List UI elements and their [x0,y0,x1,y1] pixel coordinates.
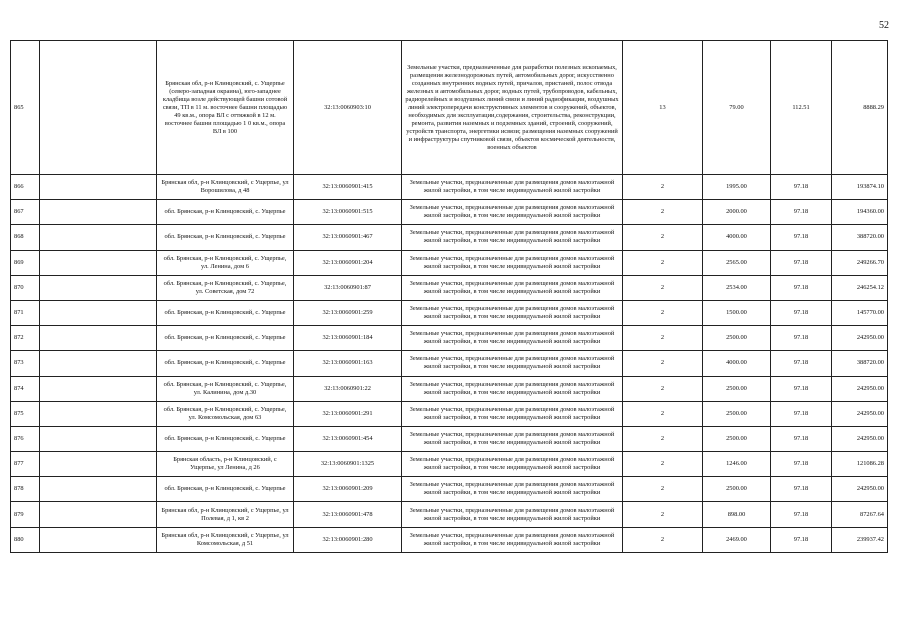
cadastral-value-cell: 242950.00 [832,477,888,502]
area-cell: 2500.00 [703,376,771,401]
specific-value-cell: 97.18 [771,502,832,527]
zone-cell: 2 [623,426,703,451]
cadastral-value-cell: 121086.28 [832,452,888,477]
area-cell: 2500.00 [703,401,771,426]
cadastral-number-cell: 32:13:0060903:10 [294,41,402,175]
cadastral-number-cell: 32:13:0060901:163 [294,351,402,376]
area-cell: 2500.00 [703,426,771,451]
cadastral-value-cell: 194360.00 [832,200,888,225]
land-use-cell: Земельные участки, предназначенные для разработки полезных ископаемых, размещения железнодорожных путей, автомобильных дорог, искусственно созданных внутренних водных путей, причалов, пристаней, полос отвода железных и автомобильных дорог, водных путей, трубопроводов, кабельных, радиорелейных и воздушных линий связи и линий радиофикации, воздушных линий электропередачи конструктивных элементов и сооружений, объектов, необходимых для эксплуатации,содержания, строительства, реконструкции, ремонта, развития наземных и подземных зданий, строений, сооружений, устройств транспорта, энергетики исвязи; размещения наземных сооружений и инфраструктуры спутниковой связи, объектов космической деятельности, военных объектов [402,41,623,175]
table-row [11,326,888,351]
cadastral-number-cell: 32:13:0060901:291 [294,401,402,426]
zone-cell: 2 [623,326,703,351]
zone-cell: 2 [623,175,703,200]
land-use-cell: Земельные участки, предназначенные для размещения домов малоэтажной жилой застройки, в том числе индивидуальной жилой застройки [402,527,623,552]
zone-cell: 2 [623,502,703,527]
blank-cell [40,376,157,401]
row-number: 868 [11,225,40,250]
row-number: 872 [11,326,40,351]
land-use-cell: Земельные участки, предназначенные для размещения домов малоэтажной жилой застройки, в том числе индивидуальной жилой застройки [402,326,623,351]
cadastral-value-cell: 388720.00 [832,351,888,376]
table-row [11,300,888,325]
table-row [11,250,888,275]
address-cell: обл. Брянская, р-н Клинцовский, с. Ущерпье [157,326,294,351]
address-cell: Брянская обл, р-н Клинцовский, с. Ущерпье (северо-западная окраина), юго-западнее кладбища возле действующей башни сотовой связи, ТП в 11 м. восточнее башни площадью 49 кв.м., опора ВЛ с оттяжкой в 12 м. восточнее башни площадью 1 0 кв.м., опора ВЛ в 100 [157,41,294,175]
table-row [11,527,888,552]
land-use-cell: Земельные участки, предназначенные для размещения домов малоэтажной жилой застройки, в том числе индивидуальной жилой застройки [402,477,623,502]
table-row [11,477,888,502]
cadastral-number-cell: 32:13:0060901:1325 [294,452,402,477]
row-number: 870 [11,275,40,300]
area-cell: 2534.00 [703,275,771,300]
cadastral-number-cell: 32:13:0060901:515 [294,200,402,225]
row-number: 869 [11,250,40,275]
address-cell: обл. Брянская, р-н Клинцовский, с. Ущерпье, ул. Ленина, дом 6 [157,250,294,275]
cadastral-value-cell: 242950.00 [832,401,888,426]
cadastral-value-cell: 388720.00 [832,225,888,250]
address-cell: обл. Брянская, р-н Клинцовский, с. Ущерпье, ул. Калинина, дом д.30 [157,376,294,401]
zone-cell: 2 [623,527,703,552]
specific-value-cell: 97.18 [771,376,832,401]
specific-value-cell: 97.18 [771,225,832,250]
address-cell: обл. Брянская, р-н Клинцовский, с. Ущерпье [157,426,294,451]
table-row [11,200,888,225]
blank-cell [40,477,157,502]
zone-cell: 2 [623,401,703,426]
address-cell: Брянская область, р-н Клинцовский, с Ущерпье, ул Ленина, д 26 [157,452,294,477]
address-cell: обл. Брянская, р-н Клинцовский, с. Ущерпье [157,300,294,325]
specific-value-cell: 97.18 [771,275,832,300]
address-cell: Брянская обл, р-н Клинцовский, с Ущерпье, ул Комсомольская, д 51 [157,527,294,552]
table-row [11,502,888,527]
cadastral-value-table [10,40,888,553]
address-cell: обл. Брянская, р-н Клинцовский, с. Ущерпье, ул. Советская, дом 72 [157,275,294,300]
blank-cell [40,41,157,175]
cadastral-value-cell: 249266.70 [832,250,888,275]
area-cell: 79.00 [703,41,771,175]
row-number: 874 [11,376,40,401]
zone-cell: 2 [623,351,703,376]
table-row [11,452,888,477]
land-use-cell: Земельные участки, предназначенные для размещения домов малоэтажной жилой застройки, в том числе индивидуальной жилой застройки [402,502,623,527]
table-row [11,175,888,200]
cadastral-number-cell: 32:13:0060901:184 [294,326,402,351]
zone-cell: 2 [623,200,703,225]
specific-value-cell: 97.18 [771,250,832,275]
specific-value-cell: 97.18 [771,326,832,351]
cadastral-value-cell: 193874.10 [832,175,888,200]
specific-value-cell: 97.18 [771,426,832,451]
cadastral-number-cell: 32:13:0060901:204 [294,250,402,275]
zone-cell: 2 [623,300,703,325]
specific-value-cell: 97.18 [771,300,832,325]
cadastral-number-cell: 32:13:0060901:454 [294,426,402,451]
land-use-cell: Земельные участки, предназначенные для размещения домов малоэтажной жилой застройки, в том числе индивидуальной жилой застройки [402,200,623,225]
land-use-cell: Земельные участки, предназначенные для размещения домов малоэтажной жилой застройки, в том числе индивидуальной жилой застройки [402,250,623,275]
cadastral-value-cell: 246254.12 [832,275,888,300]
blank-cell [40,250,157,275]
row-number: 866 [11,175,40,200]
cadastral-number-cell: 32:13:0060901:467 [294,225,402,250]
land-use-cell: Земельные участки, предназначенные для размещения домов малоэтажной жилой застройки, в том числе индивидуальной жилой застройки [402,351,623,376]
table-row [11,275,888,300]
cadastral-number-cell: 32:13:0060901:259 [294,300,402,325]
row-number: 871 [11,300,40,325]
cadastral-number-cell: 32:13:0060901:415 [294,175,402,200]
row-number: 880 [11,527,40,552]
blank-cell [40,275,157,300]
land-use-cell: Земельные участки, предназначенные для размещения домов малоэтажной жилой застройки, в том числе индивидуальной жилой застройки [402,426,623,451]
area-cell: 2469.00 [703,527,771,552]
specific-value-cell: 112.51 [771,41,832,175]
table-row [11,351,888,376]
cadastral-value-cell: 87267.64 [832,502,888,527]
cadastral-number-cell: 32:13:0060901:478 [294,502,402,527]
cadastral-value-cell: 145770.00 [832,300,888,325]
page-number: 52 [879,20,889,31]
address-cell: обл. Брянская, р-н Клинцовский, с. Ущерпье, ул. Комсомольская, дом 63 [157,401,294,426]
land-use-cell: Земельные участки, предназначенные для размещения домов малоэтажной жилой застройки, в том числе индивидуальной жилой застройки [402,175,623,200]
zone-cell: 2 [623,452,703,477]
blank-cell [40,452,157,477]
table-row [11,376,888,401]
area-cell: 2500.00 [703,477,771,502]
table-row [11,426,888,451]
blank-cell [40,351,157,376]
address-cell: обл. Брянская, р-н Клинцовский, с. Ущерпье [157,225,294,250]
cadastral-value-cell: 242950.00 [832,376,888,401]
cadastral-number-cell: 32:13:0060901:22 [294,376,402,401]
blank-cell [40,225,157,250]
specific-value-cell: 97.18 [771,401,832,426]
blank-cell [40,527,157,552]
area-cell: 4000.00 [703,225,771,250]
address-cell: обл. Брянская, р-н Клинцовский, с. Ущерпье [157,477,294,502]
cadastral-number-cell: 32:13:0060901:280 [294,527,402,552]
specific-value-cell: 97.18 [771,452,832,477]
land-use-cell: Земельные участки, предназначенные для размещения домов малоэтажной жилой застройки, в том числе индивидуальной жилой застройки [402,300,623,325]
zone-cell: 13 [623,41,703,175]
zone-cell: 2 [623,477,703,502]
table-row [11,401,888,426]
area-cell: 898.00 [703,502,771,527]
row-number: 879 [11,502,40,527]
blank-cell [40,502,157,527]
land-use-cell: Земельные участки, предназначенные для размещения домов малоэтажной жилой застройки, в том числе индивидуальной жилой застройки [402,401,623,426]
blank-cell [40,401,157,426]
blank-cell [40,326,157,351]
blank-cell [40,300,157,325]
blank-cell [40,175,157,200]
address-cell: Брянская обл, р-н Клинцовский, с Ущерпье, ул Полевая, д 1, кв 2 [157,502,294,527]
zone-cell: 2 [623,275,703,300]
row-number: 876 [11,426,40,451]
land-use-cell: Земельные участки, предназначенные для размещения домов малоэтажной жилой застройки, в том числе индивидуальной жилой застройки [402,275,623,300]
address-cell: обл. Брянская, р-н Клинцовский, с. Ущерпье [157,200,294,225]
address-cell: Брянская обл, р-н Клинцовский, с Ущерпье, ул Ворошилова, д 48 [157,175,294,200]
area-cell: 2565.00 [703,250,771,275]
zone-cell: 2 [623,225,703,250]
zone-cell: 2 [623,376,703,401]
cadastral-value-cell: 8888.29 [832,41,888,175]
blank-cell [40,426,157,451]
specific-value-cell: 97.18 [771,351,832,376]
row-number: 873 [11,351,40,376]
area-cell: 1995.00 [703,175,771,200]
land-use-cell: Земельные участки, предназначенные для размещения домов малоэтажной жилой застройки, в том числе индивидуальной жилой застройки [402,376,623,401]
land-use-cell: Земельные участки, предназначенные для размещения домов малоэтажной жилой застройки, в том числе индивидуальной жилой застройки [402,452,623,477]
row-number: 867 [11,200,40,225]
land-use-cell: Земельные участки, предназначенные для размещения домов малоэтажной жилой застройки, в том числе индивидуальной жилой застройки [402,225,623,250]
zone-cell: 2 [623,250,703,275]
cadastral-value-cell: 242950.00 [832,426,888,451]
area-cell: 1500.00 [703,300,771,325]
row-number: 878 [11,477,40,502]
area-cell: 2500.00 [703,326,771,351]
row-number: 875 [11,401,40,426]
table-row [11,41,888,175]
specific-value-cell: 97.18 [771,527,832,552]
address-cell: обл. Брянская, р-н Клинцовский, с. Ущерпье [157,351,294,376]
area-cell: 1246.00 [703,452,771,477]
cadastral-number-cell: 32:13:0060901:209 [294,477,402,502]
cadastral-value-cell: 242950.00 [832,326,888,351]
specific-value-cell: 97.18 [771,175,832,200]
blank-cell [40,200,157,225]
cadastral-number-cell: 32:13:0060901:87 [294,275,402,300]
row-number: 877 [11,452,40,477]
specific-value-cell: 97.18 [771,200,832,225]
table-row [11,225,888,250]
specific-value-cell: 97.18 [771,477,832,502]
area-cell: 4000.00 [703,351,771,376]
table-body [11,41,888,553]
row-number: 865 [11,41,40,175]
area-cell: 2000.00 [703,200,771,225]
cadastral-value-cell: 239937.42 [832,527,888,552]
